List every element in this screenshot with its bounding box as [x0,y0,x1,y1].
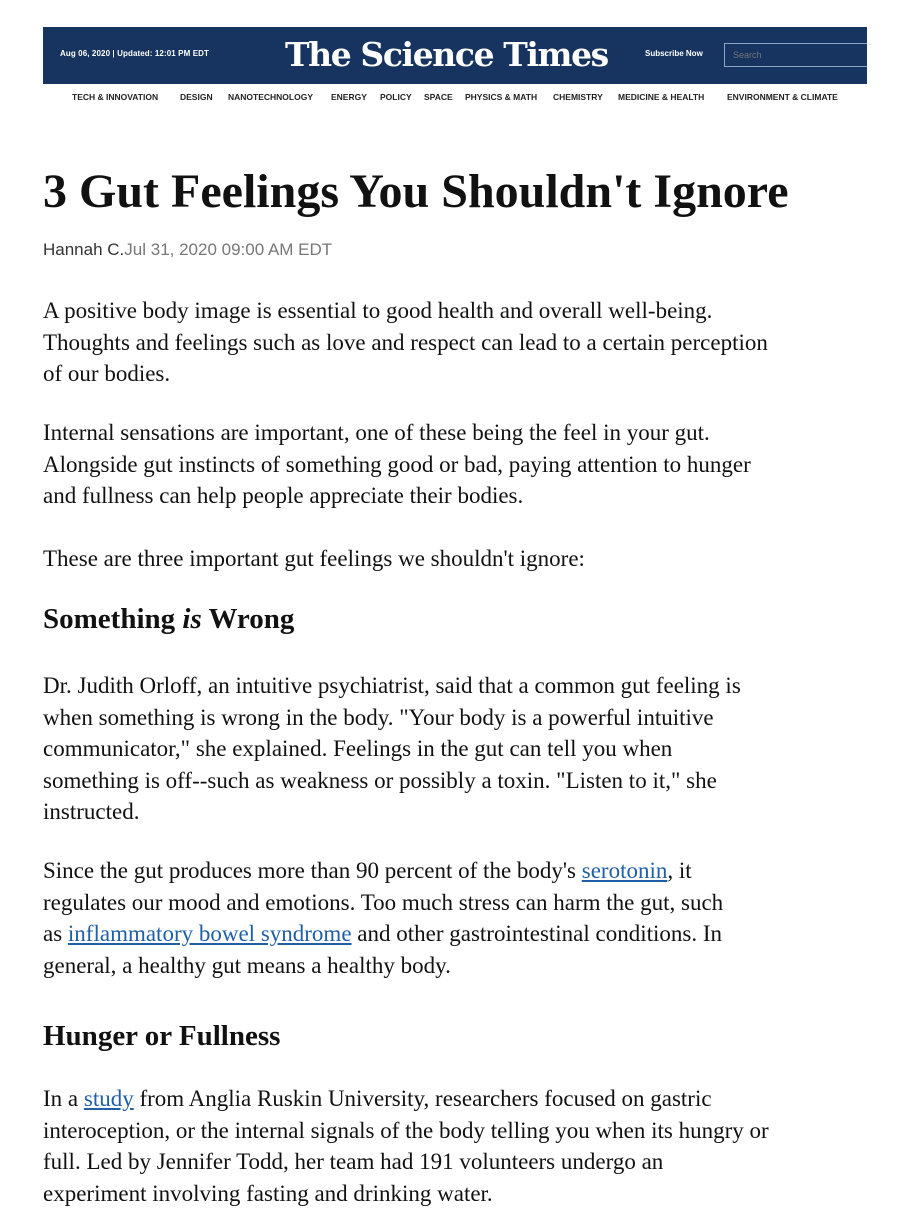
text-line: Thoughts and feelings such as love and respect can lead to a certain perception [43,329,768,355]
text-line: full. Led by Jennifer Todd, her team had 191 volunteers undergo an [43,1149,664,1174]
intro-paragraph-2 [43,417,873,512]
text-line: general, a healthy gut means a healthy body. [43,952,451,978]
nav-item-environment-climate[interactable]: ENVIRONMENT & CLIMATE [727,92,838,102]
nav-item-energy[interactable]: ENERGY [331,92,367,102]
serotonin-link[interactable]: serotonin [581,858,668,883]
text-line: Alongside gut instincts of something good or bad, paying attention to hunger [43,451,751,477]
text-line: interoception, or the internal signals of the body telling you when its hungry or [43,1117,769,1143]
text-line: something is off--such as weakness or possibly a toxin. "Listen to it," she [43,767,717,793]
text-run: In a [43,1086,84,1111]
text-line: when something is wrong in the body. "Your body is a powerful intuitive [43,704,714,730]
section1-paragraph-2 [43,855,873,981]
heading-emphasis: is [182,603,202,635]
text-line [43,918,873,950]
site-logo[interactable]: The Science Times [285,35,608,74]
text-line: Internal sensations are important, one of these being the feel in your gut. [43,420,710,445]
text-line: Dr. Judith Orloff, an intuitive psychiatrist, said that a common gut feeling is [43,673,741,698]
nav-item-space[interactable]: SPACE [424,92,453,102]
search-input[interactable] [724,43,867,67]
text-line: and fullness can help people appreciate their bodies. [43,483,524,508]
study-link[interactable]: study [83,1086,134,1111]
byline [43,240,332,260]
text-line: These are three important gut feelings we shouldn't ignore: [43,546,585,571]
text-line: experiment involving fasting and drinking water. [43,1180,493,1206]
text-line: regulates our mood and emotions. Too much stress can harm the gut, such [43,889,724,915]
section2-paragraph-1 [43,1083,873,1209]
section-heading-something-wrong [43,601,294,637]
article-title: 3 Gut Feelings You Shouldn't Ignore [43,165,789,218]
ibs-link[interactable]: inflammatory bowel syndrome [67,921,352,946]
nav-item-policy[interactable]: POLICY [380,92,412,102]
text-line: of our bodies. [43,361,171,386]
text-line: A positive body image is essential to good health and overall well-being. [43,298,713,323]
section-heading-hunger-fullness: Hunger or Fullness [43,1020,281,1052]
text-line: communicator," she explained. Feelings in the gut can tell you when [43,736,673,761]
text-run: and other gastrointestinal conditions. In [351,921,723,946]
intro-paragraph-1 [43,295,873,390]
intro-paragraph-3 [43,543,873,575]
nav-item-chemistry[interactable]: CHEMISTRY [553,92,603,102]
nav-item-nanotechnology[interactable]: NANOTECHNOLOGY [228,92,313,102]
heading-text: Something [43,603,183,635]
text-line: instructed. [43,799,140,824]
nav-item-tech-innovation[interactable]: TECH & INNOVATION [72,92,159,102]
subscribe-link[interactable]: Subscribe Now [645,49,703,58]
text-line [43,1083,873,1115]
heading-text: Wrong [201,603,295,635]
nav-item-design[interactable]: DESIGN [180,92,213,102]
author-name[interactable]: Hannah C. [43,240,125,259]
text-run: as [43,921,68,946]
section1-paragraph-1 [43,670,873,828]
text-run: from Anglia Ruskin University, researchers focused on gastric [133,1086,712,1111]
publish-date: Jul 31, 2020 09:00 AM EDT [124,240,333,259]
text-line [43,855,873,887]
nav-item-physics-math[interactable]: PHYSICS & MATH [465,92,538,102]
section-nav [72,92,852,106]
masthead [43,27,867,84]
nav-item-medicine-health[interactable]: MEDICINE & HEALTH [618,92,705,102]
text-run: , it [667,858,692,883]
dateline: Aug 06, 2020 | Updated: 12:01 PM EDT [60,49,209,58]
text-run: Since the gut produces more than 90 percent of the body's [43,858,582,883]
